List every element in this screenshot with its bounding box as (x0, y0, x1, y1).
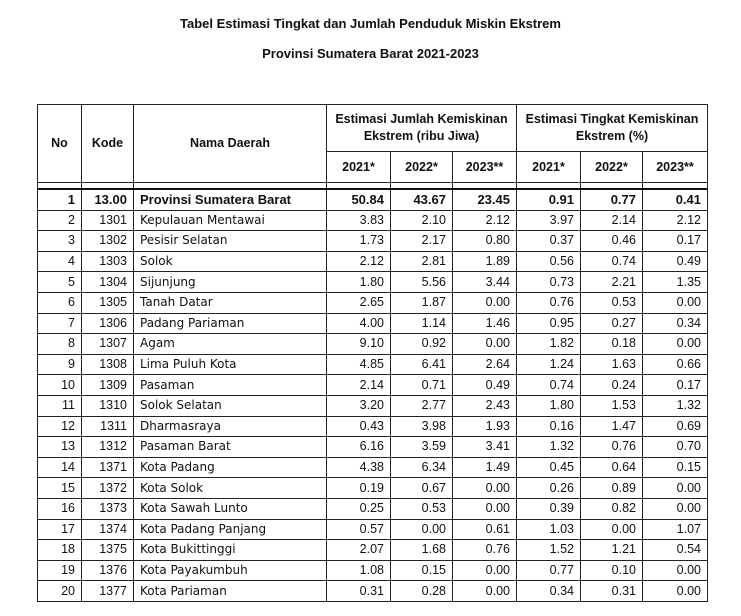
row-tingkat-value: 0.76 (581, 437, 643, 458)
row-jumlah-value: 2.10 (391, 210, 453, 231)
table-row (38, 272, 708, 293)
row-jumlah-value: 0.25 (327, 498, 391, 519)
row-tingkat-value: 0.16 (517, 416, 581, 437)
row-jumlah-value: 9.10 (327, 334, 391, 355)
row-jumlah-value: 4.85 (327, 354, 391, 375)
row-kode: 1375 (82, 540, 134, 561)
row-jumlah-value: 0.49 (453, 375, 517, 396)
row-no: 10 (38, 375, 82, 396)
row-nama-daerah: Pesisir Selatan (134, 231, 327, 252)
table-row (38, 416, 708, 437)
row-tingkat-value: 0.91 (517, 189, 581, 210)
row-nama-daerah: Agam (134, 334, 327, 355)
row-kode: 1307 (82, 334, 134, 355)
row-no: 6 (38, 292, 82, 313)
row-kode: 1374 (82, 519, 134, 540)
row-jumlah-value: 23.45 (453, 189, 517, 210)
row-no: 2 (38, 210, 82, 231)
row-tingkat-value: 0.00 (643, 334, 708, 355)
header-no: No (38, 105, 82, 183)
row-jumlah-value: 1.49 (453, 457, 517, 478)
row-nama-daerah: Kota Padang (134, 457, 327, 478)
row-jumlah-value: 3.83 (327, 210, 391, 231)
row-tingkat-value: 0.49 (643, 251, 708, 272)
table-row (38, 478, 708, 499)
table-row (38, 540, 708, 561)
row-tingkat-value: 1.07 (643, 519, 708, 540)
row-jumlah-value: 6.16 (327, 437, 391, 458)
row-jumlah-value: 0.31 (327, 581, 391, 602)
row-jumlah-value: 1.87 (391, 292, 453, 313)
row-tingkat-value: 0.74 (517, 375, 581, 396)
row-tingkat-value: 0.66 (643, 354, 708, 375)
table-row (38, 498, 708, 519)
row-no: 5 (38, 272, 82, 293)
table-subtitle: Provinsi Sumatera Barat 2021-2023 (262, 46, 479, 61)
row-jumlah-value: 1.08 (327, 560, 391, 581)
row-no: 17 (38, 519, 82, 540)
row-jumlah-value: 1.89 (453, 251, 517, 272)
row-tingkat-value: 1.63 (581, 354, 643, 375)
row-tingkat-value: 0.76 (517, 292, 581, 313)
row-kode: 1371 (82, 457, 134, 478)
row-tingkat-value: 2.12 (643, 210, 708, 231)
row-jumlah-value: 2.12 (453, 210, 517, 231)
row-tingkat-value: 0.17 (643, 375, 708, 396)
row-tingkat-value: 0.34 (643, 313, 708, 334)
row-kode: 1377 (82, 581, 134, 602)
row-jumlah-value: 1.46 (453, 313, 517, 334)
row-jumlah-value: 0.76 (453, 540, 517, 561)
row-tingkat-value: 0.00 (643, 498, 708, 519)
table-row (38, 189, 708, 210)
row-tingkat-value: 2.14 (581, 210, 643, 231)
header-group-jumlah: Estimasi Jumlah Kemiskinan Ekstrem (ribu Jiwa) (327, 105, 517, 152)
row-nama-daerah: Solok (134, 251, 327, 272)
row-nama-daerah: Sijunjung (134, 272, 327, 293)
row-tingkat-value: 0.10 (581, 560, 643, 581)
row-tingkat-value: 3.97 (517, 210, 581, 231)
row-jumlah-value: 43.67 (391, 189, 453, 210)
table-row (38, 560, 708, 581)
row-kode: 1372 (82, 478, 134, 499)
row-jumlah-value: 2.43 (453, 395, 517, 416)
row-tingkat-value: 1.80 (517, 395, 581, 416)
row-no: 9 (38, 354, 82, 375)
row-tingkat-value: 0.73 (517, 272, 581, 293)
row-jumlah-value: 0.80 (453, 231, 517, 252)
row-jumlah-value: 0.00 (453, 581, 517, 602)
row-jumlah-value: 2.81 (391, 251, 453, 272)
row-kode: 1373 (82, 498, 134, 519)
row-nama-daerah: Solok Selatan (134, 395, 327, 416)
row-no: 7 (38, 313, 82, 334)
row-jumlah-value: 1.73 (327, 231, 391, 252)
row-no: 18 (38, 540, 82, 561)
header-kode: Kode (82, 105, 134, 183)
row-jumlah-value: 2.77 (391, 395, 453, 416)
table-row (38, 251, 708, 272)
row-tingkat-value: 1.03 (517, 519, 581, 540)
row-jumlah-value: 0.15 (391, 560, 453, 581)
row-jumlah-value: 0.61 (453, 519, 517, 540)
table-row (38, 210, 708, 231)
row-jumlah-value: 0.00 (391, 519, 453, 540)
row-tingkat-value: 0.34 (517, 581, 581, 602)
row-tingkat-value: 0.64 (581, 457, 643, 478)
row-jumlah-value: 0.00 (453, 498, 517, 519)
row-tingkat-value: 0.17 (643, 231, 708, 252)
row-jumlah-value: 3.59 (391, 437, 453, 458)
row-jumlah-value: 0.28 (391, 581, 453, 602)
header-group-tingkat: Estimasi Tingkat Kemiskinan Ekstrem (%) (517, 105, 708, 152)
row-jumlah-value: 0.92 (391, 334, 453, 355)
row-no: 20 (38, 581, 82, 602)
header-year: 2022* (391, 152, 453, 183)
table-row (38, 375, 708, 396)
row-tingkat-value: 2.21 (581, 272, 643, 293)
row-tingkat-value: 0.27 (581, 313, 643, 334)
row-no: 14 (38, 457, 82, 478)
row-tingkat-value: 0.39 (517, 498, 581, 519)
row-tingkat-value: 1.35 (643, 272, 708, 293)
row-tingkat-value: 0.37 (517, 231, 581, 252)
row-tingkat-value: 0.82 (581, 498, 643, 519)
table-row (38, 292, 708, 313)
row-no: 13 (38, 437, 82, 458)
row-jumlah-value: 0.71 (391, 375, 453, 396)
row-tingkat-value: 0.00 (643, 560, 708, 581)
header-year: 2023** (453, 152, 517, 183)
row-nama-daerah: Kota Payakumbuh (134, 560, 327, 581)
row-jumlah-value: 3.44 (453, 272, 517, 293)
row-kode: 1301 (82, 210, 134, 231)
row-jumlah-value: 2.65 (327, 292, 391, 313)
row-no: 8 (38, 334, 82, 355)
row-jumlah-value: 2.17 (391, 231, 453, 252)
row-kode: 13.00 (82, 189, 134, 210)
row-tingkat-value: 1.53 (581, 395, 643, 416)
row-nama-daerah: Lima Puluh Kota (134, 354, 327, 375)
row-jumlah-value: 0.53 (391, 498, 453, 519)
row-tingkat-value: 1.32 (643, 395, 708, 416)
row-jumlah-value: 50.84 (327, 189, 391, 210)
row-tingkat-value: 0.31 (581, 581, 643, 602)
row-nama-daerah: Dharmasraya (134, 416, 327, 437)
row-jumlah-value: 6.41 (391, 354, 453, 375)
row-nama-daerah: Kota Padang Panjang (134, 519, 327, 540)
row-tingkat-value: 0.45 (517, 457, 581, 478)
row-kode: 1305 (82, 292, 134, 313)
row-tingkat-value: 0.56 (517, 251, 581, 272)
row-tingkat-value: 0.41 (643, 189, 708, 210)
row-jumlah-value: 0.67 (391, 478, 453, 499)
row-kode: 1306 (82, 313, 134, 334)
row-tingkat-value: 0.00 (643, 581, 708, 602)
row-jumlah-value: 0.00 (453, 292, 517, 313)
row-tingkat-value: 1.52 (517, 540, 581, 561)
row-tingkat-value: 0.70 (643, 437, 708, 458)
row-nama-daerah: Tanah Datar (134, 292, 327, 313)
row-tingkat-value: 1.24 (517, 354, 581, 375)
row-jumlah-value: 0.00 (453, 478, 517, 499)
row-jumlah-value: 3.41 (453, 437, 517, 458)
row-no: 11 (38, 395, 82, 416)
header-nama-daerah: Nama Daerah (134, 105, 327, 183)
row-no: 3 (38, 231, 82, 252)
row-jumlah-value: 1.14 (391, 313, 453, 334)
row-tingkat-value: 0.26 (517, 478, 581, 499)
row-jumlah-value: 0.00 (453, 560, 517, 581)
row-kode: 1303 (82, 251, 134, 272)
row-no: 12 (38, 416, 82, 437)
row-no: 19 (38, 560, 82, 581)
row-tingkat-value: 0.95 (517, 313, 581, 334)
row-tingkat-value: 1.21 (581, 540, 643, 561)
row-nama-daerah: Kota Pariaman (134, 581, 327, 602)
row-tingkat-value: 1.82 (517, 334, 581, 355)
row-kode: 1308 (82, 354, 134, 375)
row-jumlah-value: 0.00 (453, 334, 517, 355)
row-jumlah-value: 0.19 (327, 478, 391, 499)
row-tingkat-value: 0.00 (643, 478, 708, 499)
row-no: 4 (38, 251, 82, 272)
row-jumlah-value: 6.34 (391, 457, 453, 478)
table-title: Tabel Estimasi Tingkat dan Jumlah Penduduk Miskin Ekstrem (180, 16, 561, 31)
row-jumlah-value: 1.80 (327, 272, 391, 293)
row-jumlah-value: 2.07 (327, 540, 391, 561)
row-tingkat-value: 0.69 (643, 416, 708, 437)
row-nama-daerah: Kota Bukittinggi (134, 540, 327, 561)
row-tingkat-value: 0.15 (643, 457, 708, 478)
row-kode: 1311 (82, 416, 134, 437)
header-year: 2022* (581, 152, 643, 183)
row-jumlah-value: 1.93 (453, 416, 517, 437)
row-tingkat-value: 0.77 (517, 560, 581, 581)
row-tingkat-value: 0.46 (581, 231, 643, 252)
table-row (38, 457, 708, 478)
row-tingkat-value: 0.18 (581, 334, 643, 355)
row-no: 1 (38, 189, 82, 210)
row-nama-daerah: Padang Pariaman (134, 313, 327, 334)
row-nama-daerah: Pasaman Barat (134, 437, 327, 458)
row-tingkat-value: 1.32 (517, 437, 581, 458)
row-nama-daerah: Pasaman (134, 375, 327, 396)
row-tingkat-value: 0.00 (581, 519, 643, 540)
row-kode: 1312 (82, 437, 134, 458)
row-jumlah-value: 4.38 (327, 457, 391, 478)
row-jumlah-value: 1.68 (391, 540, 453, 561)
table-row (38, 231, 708, 252)
row-tingkat-value: 0.00 (643, 292, 708, 313)
row-nama-daerah: Kepulauan Mentawai (134, 210, 327, 231)
row-nama-daerah: Kota Sawah Lunto (134, 498, 327, 519)
row-tingkat-value: 0.24 (581, 375, 643, 396)
table-row (38, 354, 708, 375)
row-jumlah-value: 2.64 (453, 354, 517, 375)
row-tingkat-value: 0.77 (581, 189, 643, 210)
header-year: 2021* (327, 152, 391, 183)
row-nama-daerah: Provinsi Sumatera Barat (134, 189, 327, 210)
table-row (38, 519, 708, 540)
table-row (38, 313, 708, 334)
table-row (38, 395, 708, 416)
row-jumlah-value: 3.98 (391, 416, 453, 437)
table-row (38, 437, 708, 458)
table-row (38, 581, 708, 602)
row-jumlah-value: 5.56 (391, 272, 453, 293)
row-jumlah-value: 0.57 (327, 519, 391, 540)
row-jumlah-value: 4.00 (327, 313, 391, 334)
row-jumlah-value: 2.12 (327, 251, 391, 272)
row-kode: 1304 (82, 272, 134, 293)
header-year: 2023** (643, 152, 708, 183)
row-nama-daerah: Kota Solok (134, 478, 327, 499)
row-jumlah-value: 2.14 (327, 375, 391, 396)
poverty-table (37, 104, 708, 602)
row-tingkat-value: 0.74 (581, 251, 643, 272)
header-year: 2021* (517, 152, 581, 183)
row-tingkat-value: 0.53 (581, 292, 643, 313)
row-kode: 1309 (82, 375, 134, 396)
row-tingkat-value: 0.54 (643, 540, 708, 561)
row-jumlah-value: 3.20 (327, 395, 391, 416)
row-kode: 1310 (82, 395, 134, 416)
row-no: 15 (38, 478, 82, 499)
row-tingkat-value: 0.89 (581, 478, 643, 499)
row-no: 16 (38, 498, 82, 519)
row-kode: 1376 (82, 560, 134, 581)
row-tingkat-value: 1.47 (581, 416, 643, 437)
table-row (38, 334, 708, 355)
row-jumlah-value: 0.43 (327, 416, 391, 437)
row-kode: 1302 (82, 231, 134, 252)
